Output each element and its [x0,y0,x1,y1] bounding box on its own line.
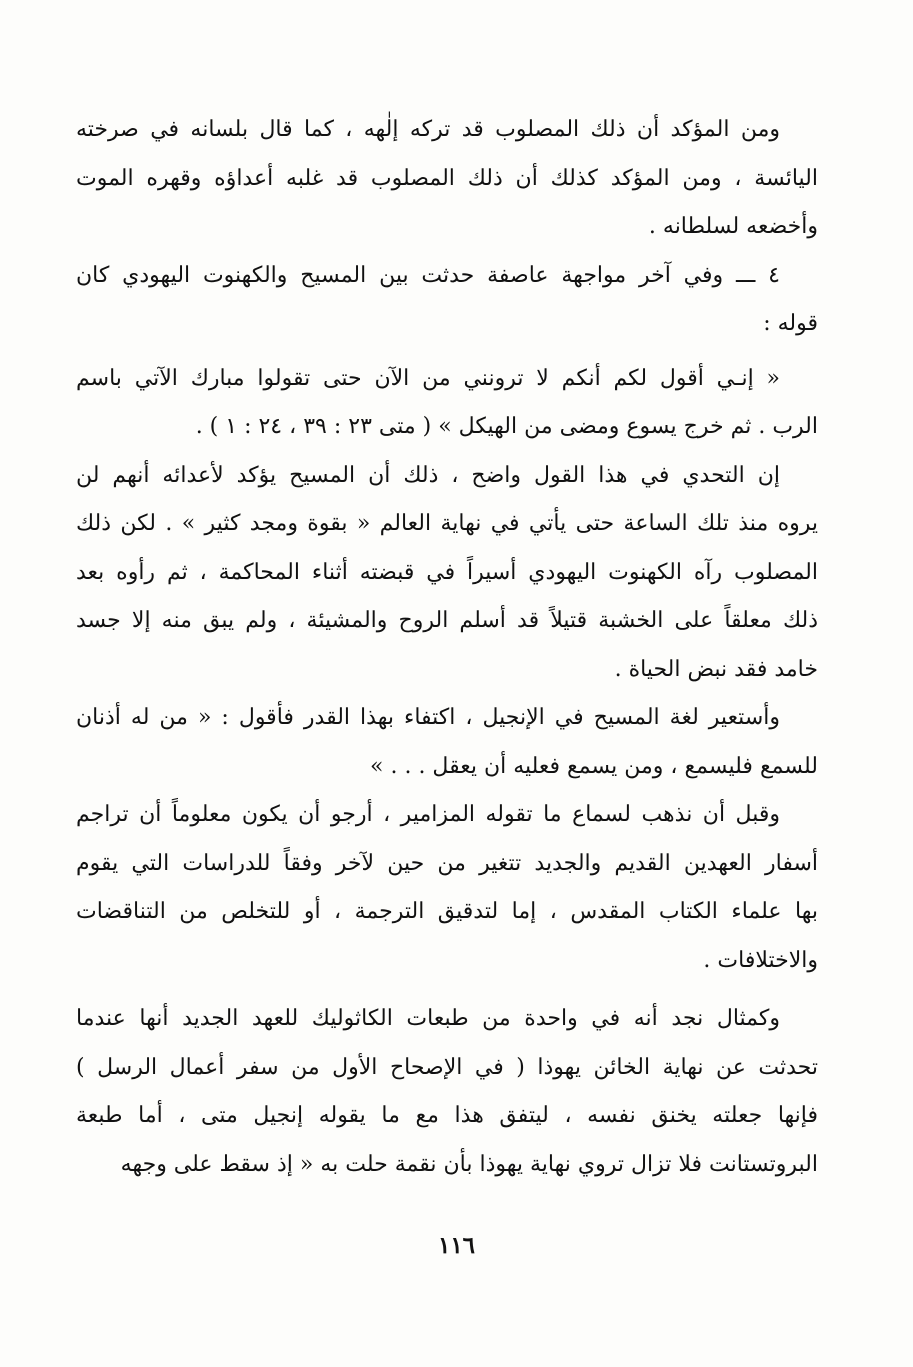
text-line: ومن المؤكد أن ذلك المصلوب قد تركه إلٰهه ، كما قال بلسانه في صرخته [76,117,780,142]
paragraph [76,106,818,252]
text-line: البروتستانت فلا تزال تروي نهاية يهوذا بأن نقمة حلت به « إذ سقط على وجهه [120,1151,818,1177]
text-line: تحدثت عن نهاية الخائن يهوذا ( في الإصحاح الأول من سفر أعمال الرسل ) [76,1054,818,1080]
text-line: « إنـي أقول لكم أنكم لا ترونني من الآن حتى تقولوا مبارك الآتي باسم [76,365,780,391]
paragraph [76,791,818,985]
text-line: بها علماء الكتاب المقدس ، إما لتدقيق الترجمة ، أو للتخلص من التناقضات [76,899,818,924]
paragraph [76,252,818,349]
text-line: المصلوب رآه الكهنوت اليهودي أسيراً في قبضته أثناء المحاكمة ، ثم رأوه بعد [76,559,818,585]
paragraph [76,452,818,695]
text-line: اليائسة ، ومن المؤكد كذلك أن ذلك المصلوب قد غلبه أعداؤه وقهره الموت [76,165,818,191]
text-line: وكمثال نجد أنه في واحدة من طبعات الكاثوليك للعهد الجديد أنها عندما [76,1006,780,1031]
paragraph [76,355,818,452]
text-line: يروه منذ تلك الساعة حتى يأتي في نهاية العالم « بقوة ومجد كثير » . لكن ذلك [76,511,818,536]
paragraph [76,995,818,1189]
text-line: قوله : [763,311,818,336]
text-line: ذلك معلقاً على الخشبة قتيلاً قد أسلم الروح والمشيئة ، ولم يبق منه إلا جسد [76,608,818,633]
text-line: إن التحدي في هذا القول واضح ، ذلك أن المسيح يؤكد لأعدائه أنهم لن [76,462,780,488]
text-line: والاختلافات . [703,947,818,973]
text-line: أسفار العهدين القديم والجديد تتغير من حين لآخر وفقاً للدراسات التي يقوم [76,850,818,876]
text-line: ٤ ـــ وفي آخر مواجهة عاصفة حدثت بين المسيح والكهنوت اليهودي كان [76,262,780,288]
page-number: ١١٦ [437,1232,476,1259]
text-line: للسمع فليسمع ، ومن يسمع فعليه أن يعقل . . . » [370,753,818,779]
text-line: الرب . ثم خرج يسوع ومضى من الهيكل » ( متى ٢٣ : ٣٩ ، ٢٤ : ١ ) . [195,414,818,439]
text-line: وأستعير لغة المسيح في الإنجيل ، اكتفاء بهذا القدر فأقول : « من له أذنان [76,705,780,730]
text-line: خامد فقد نبض الحياة . [614,656,818,682]
text-line: وقبل أن نذهب لسماع ما تقوله المزامير ، أرجو أن يكون معلوماً أن تراجم [76,802,780,827]
paragraph [76,694,818,791]
body-text [76,106,818,1189]
text-line: وأخضعه لسلطانه . [648,214,818,239]
text-line: فإنها جعلته يخنق نفسه ، ليتفق هذا مع ما يقوله إنجيل متى ، أما طبعة [76,1103,818,1128]
